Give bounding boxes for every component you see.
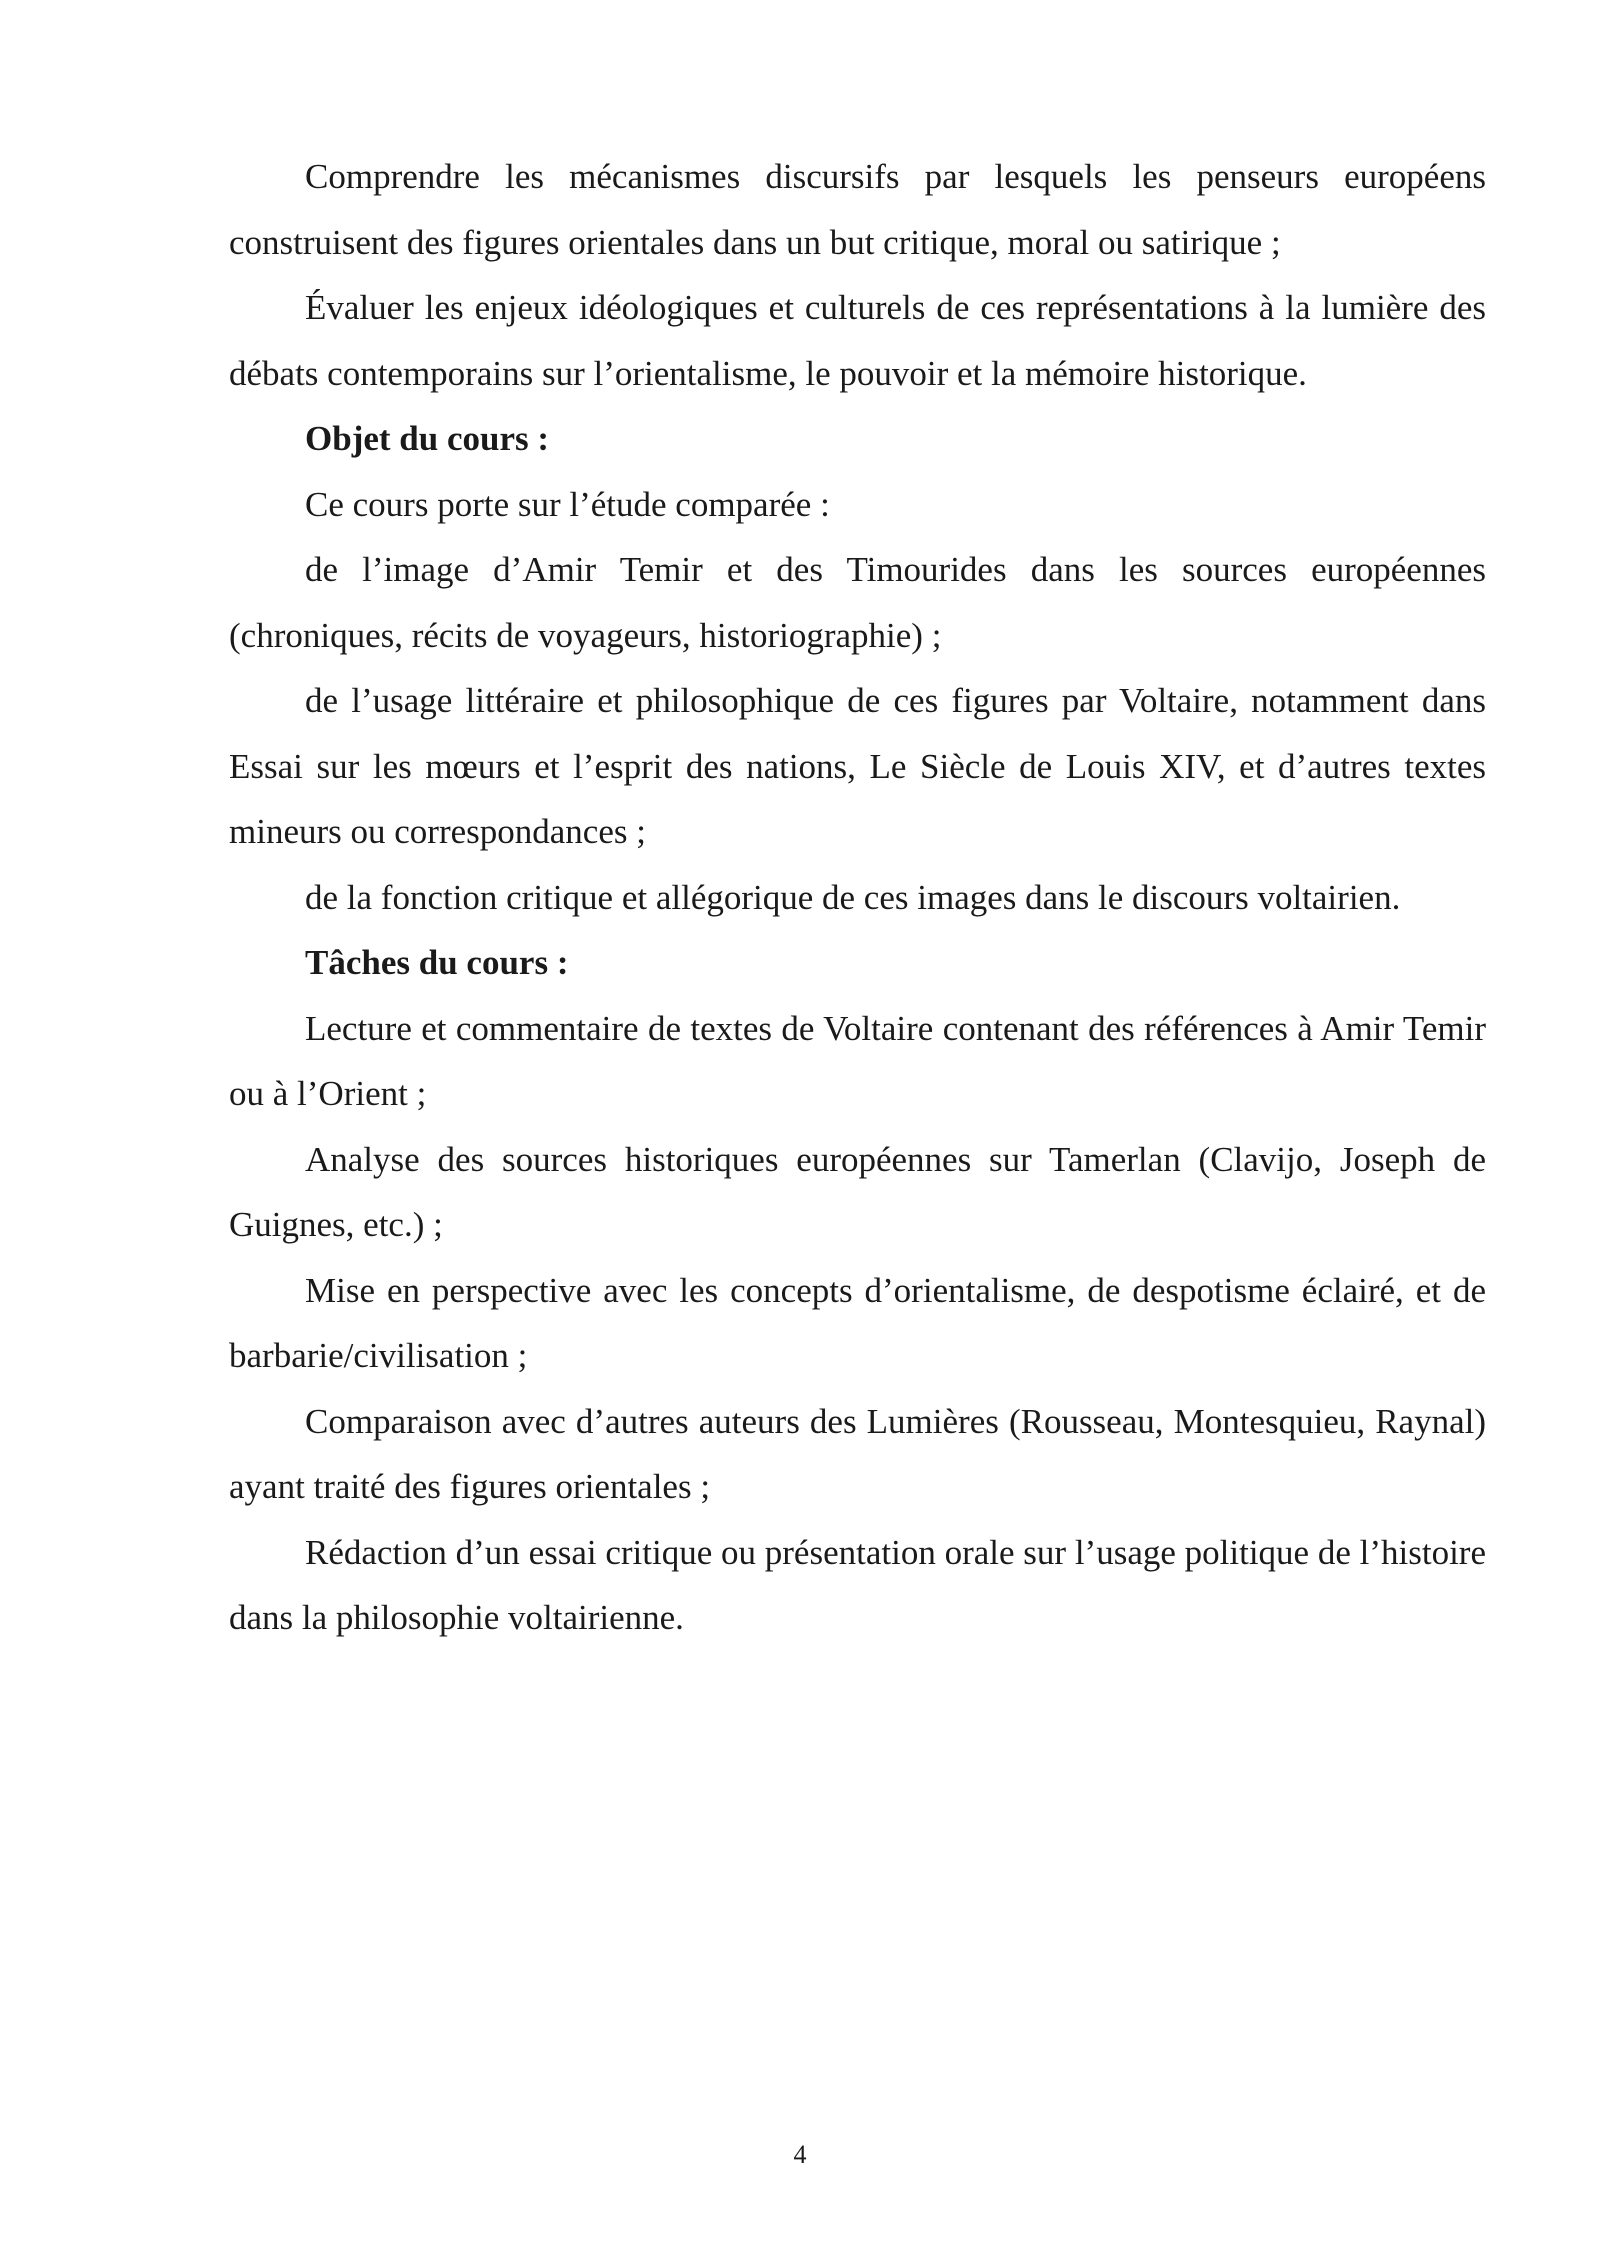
paragraph-task-analysis: Analyse des sources historiques européennes sur Tamerlan (Clavijo, Joseph de Guignes, etc.) ; bbox=[229, 1139, 1486, 1244]
paragraph-objective-evaluate: Évaluer les enjeux idéologiques et culturels de ces représentations à la lumière des débats contemporains sur l’orientalisme, le pouvoir et la mémoire historique. bbox=[229, 288, 1486, 393]
paragraph-object-image: de l’image d’Amir Temir et des Timourides dans les sources européennes (chroniques, récits de voyageurs, historiographie) ; bbox=[229, 550, 1486, 655]
document-body bbox=[229, 144, 1486, 1651]
paragraph-task-comparison: Comparaison avec d’autres auteurs des Lumières (Rousseau, Montesquieu, Raynal) ayant traité des figures orientales ; bbox=[229, 1401, 1486, 1506]
heading-course-tasks: Tâches du cours : bbox=[305, 943, 569, 982]
paragraph-objective-mechanisms: Comprendre les mécanismes discursifs par lesquels les penseurs européens construisent des figures orientales dans un but critique, moral ou satirique ; bbox=[229, 157, 1486, 262]
paragraph-task-essay: Rédaction d’un essai critique ou présentation orale sur l’usage politique de l’histoire dans la philosophie voltairienne. bbox=[229, 1532, 1486, 1637]
paragraph-task-reading: Lecture et commentaire de textes de Voltaire contenant des références à Amir Temir ou à l’Orient ; bbox=[229, 1008, 1486, 1113]
paragraph-task-perspective: Mise en perspective avec les concepts d’orientalisme, de despotisme éclairé, et de barbarie/civilisation ; bbox=[229, 1270, 1486, 1375]
paragraph-object-usage: de l’usage littéraire et philosophique de ces figures par Voltaire, notamment dans Essai sur les mœurs et l’esprit des nations, Le Siècle de Louis XIV, et d’autres textes mineurs ou correspondances ; bbox=[229, 681, 1486, 851]
page-number: 4 bbox=[793, 2140, 807, 2169]
paragraph-course-intro: Ce cours porte sur l’étude comparée : bbox=[305, 484, 830, 524]
paragraph-object-function: de la fonction critique et allégorique de ces images dans le discours voltairien. bbox=[305, 877, 1401, 917]
heading-course-object: Objet du cours : bbox=[305, 419, 550, 458]
